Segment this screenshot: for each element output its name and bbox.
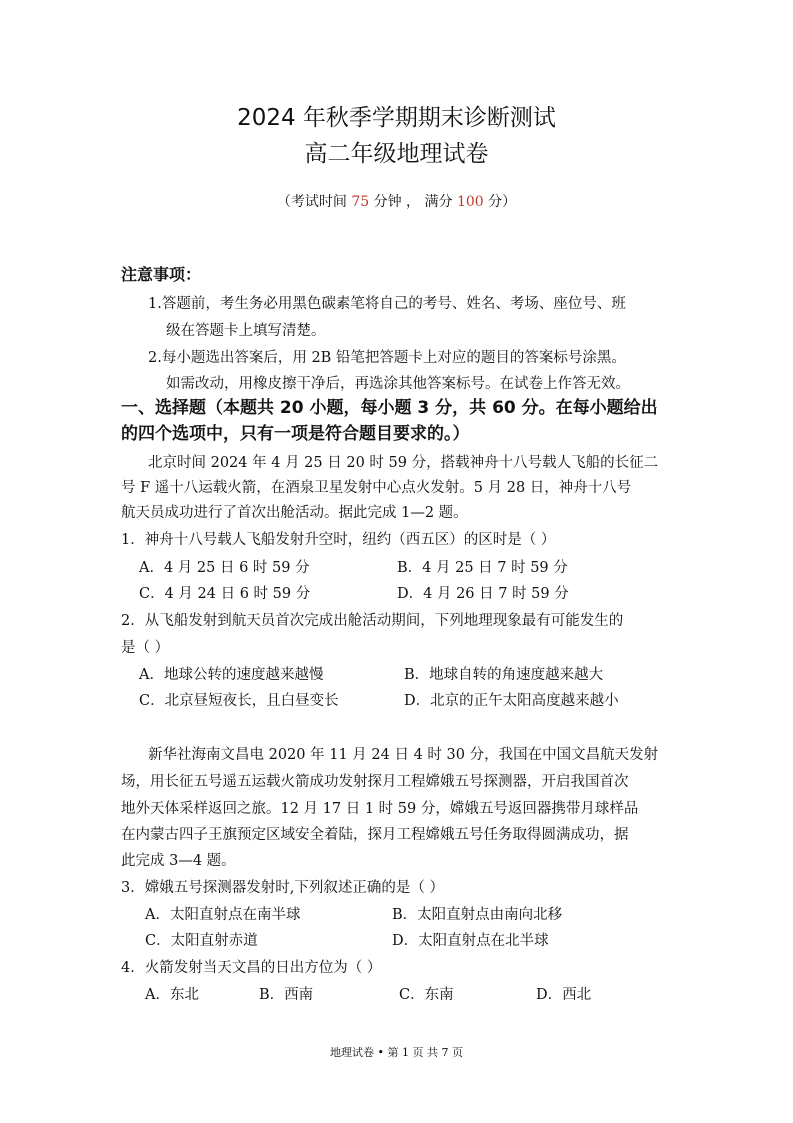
section1-heading-line1: 一、选择题（本题共 20 小题，每小题 3 分，共 60 分。在每小题给出 <box>121 398 658 418</box>
q2-stem-line2: 是（ ） <box>121 640 170 656</box>
exam-info <box>0 191 793 211</box>
q3-option-c: C．太阳直射赤道 <box>145 933 258 949</box>
page-footer: 地理试卷 • 第 1 页 共 7 页 <box>330 1046 463 1059</box>
q2-option-c: C．北京昼短夜长，且白昼变长 <box>139 693 339 709</box>
q3-option-d: D．太阳直射点在北半球 <box>392 933 549 949</box>
q1-stem: 1．神舟十八号载人飞船发射升空时，纽约（西五区）的区时是（ ） <box>121 532 556 548</box>
passage2-line4: 在内蒙古四子王旗预定区域安全着陆，探月工程嫦娥五号任务取得圆满成功，据 <box>121 827 629 843</box>
exam-title-line2: 高二年级地理试卷 <box>304 141 489 167</box>
q4-stem: 4．火箭发射当天文昌的日出方位为（ ） <box>121 960 382 976</box>
notice-heading: 注意事项： <box>121 265 202 284</box>
q2-option-b: B．地球自转的角速度越来越大 <box>404 667 604 683</box>
passage2-line1: 新华社海南文昌电 2020 年 11 月 24 日 4 时 30 分，我国在中国文昌航天发射 <box>148 747 659 763</box>
q1-option-c: C．4 月 24 日 6 时 59 分 <box>139 586 311 602</box>
q2-option-d: D．北京的正午太阳高度越来越小 <box>404 693 619 709</box>
notice-item2-line2: 如需改动，用橡皮擦干净后，再选涂其他答案标号。在试卷上作答无效。 <box>166 376 630 392</box>
passage2-line2: 场，用长征五号遥五运载火箭成功发射探月工程嫦娥五号探测器，开启我国首次 <box>121 774 629 790</box>
q4-option-d: D．西北 <box>536 987 592 1003</box>
q3-option-b: B．太阳直射点由南向北移 <box>392 907 563 923</box>
q3-option-a: A．太阳直射点在南半球 <box>145 907 301 923</box>
q2-stem-line1: 2．从飞船发射到航天员首次完成出舱活动期间，下列地理现象最有可能发生的 <box>121 613 624 629</box>
q1-option-b: B．4 月 25 日 7 时 59 分 <box>397 560 568 576</box>
exam-info-suffix: 分） <box>483 194 517 210</box>
notice-item1-line1: 1.答题前，考生务必用黑色碳素笔将自己的考号、姓名、考场、座位号、班 <box>148 296 626 312</box>
exam-info-mid: 分钟 ， 满分 <box>369 194 457 210</box>
q1-option-a: A．4 月 25 日 6 时 59 分 <box>139 560 310 576</box>
exam-time: 75 <box>351 194 370 210</box>
q1-option-d: D．4 月 26 日 7 时 59 分 <box>397 586 569 602</box>
q4-option-c: C．东南 <box>399 987 454 1003</box>
passage2-line3: 地外天体采样返回之旅。12 月 17 日 1 时 59 分，嫦娥五号返回器携带月球样品 <box>121 801 639 817</box>
passage1-line1: 北京时间 2024 年 4 月 25 日 20 时 59 分，搭载神舟十八号载人飞船的长征二 <box>148 455 659 471</box>
notice-item1-line2: 级在答题卡上填写清楚。 <box>166 323 326 339</box>
passage2-line5: 此完成 3—4 题。 <box>121 853 236 869</box>
section1-heading-line2: 的四个选项中，只有一项是符合题目要求的。） <box>121 424 470 444</box>
passage1-line2: 号 F 遥十八运载火箭，在酒泉卫星发射中心点火发射。5 月 28 日，神舟十八号 <box>121 480 632 496</box>
exam-info-prefix: （考试时间 <box>276 194 352 210</box>
q4-option-b: B．西南 <box>259 987 314 1003</box>
passage1-line3: 航天员成功进行了首次出舱活动。据此完成 1—2 题。 <box>121 505 468 521</box>
q3-stem: 3．嫦娥五号探测器发射时,下列叙述正确的是（ ） <box>121 880 444 896</box>
exam-score: 100 <box>456 194 484 210</box>
q2-option-a: A．地球公转的速度越来越慢 <box>139 667 324 683</box>
q4-option-a: A．东北 <box>145 987 199 1003</box>
notice-item2-line1: 2.每小题选出答案后，用 2B 铅笔把答题卡上对应的题目的答案标号涂黑。 <box>148 350 626 366</box>
exam-title-line1: 2024 年秋季学期期末诊断测试 <box>237 105 556 131</box>
